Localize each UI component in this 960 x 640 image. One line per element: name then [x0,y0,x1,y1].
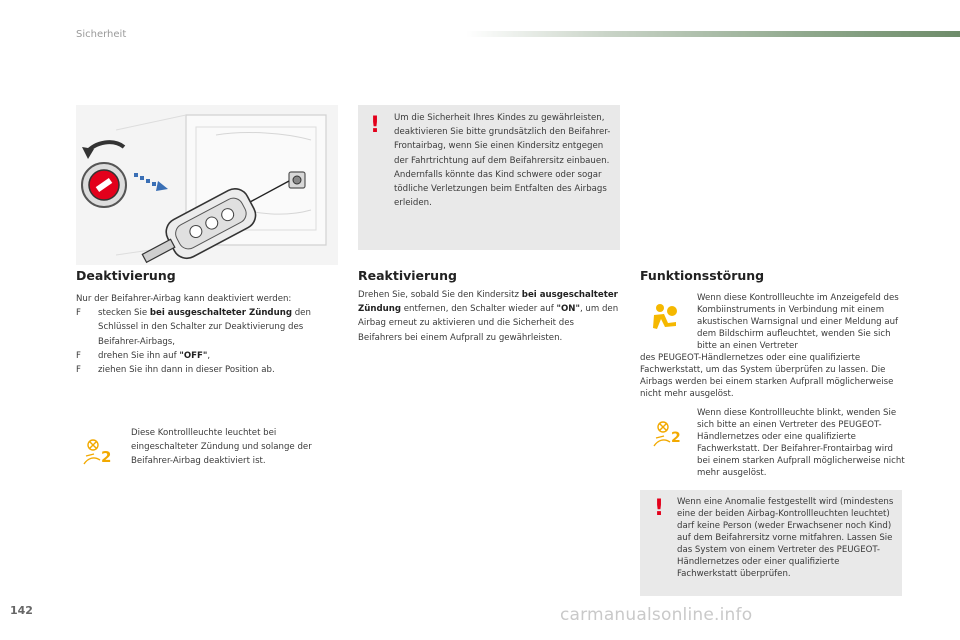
bullet-icon: F [76,308,81,319]
deaktivierung-step-1 [76,306,338,349]
warning-exclamation-icon: ! [370,113,381,138]
child-seat-warning-text: Um die Sicherheit Ihres Kindes zu gewährleisten, deaktivieren Sie bitte grundsätzlich den Beifahrer-Frontairbag, wenn Sie einen Kindersitz entgegen der Fahrtrichtung auf dem Beifahrersitz einbauen. Andernfalls könnte das Kind schwere oder sogar tödliche Verletzungen beim Entfalten des Airbags erleiden. [394,113,611,209]
step1-text-pre: stecken Sie [98,308,150,319]
step2-text-post: , [207,350,211,361]
bullet-icon: F [76,350,81,361]
fault-para2: Wenn diese Kontrollleuchte blinkt, wenden Sie sich bitte an einen Vertreter des PEUGEOT-Händlernetzes oder eine qualifizierte Fachwerkstatt. Der Beifahrer-Frontairbag wird bei einem starken Aufprall möglicherweise nicht mehr ausgelöst. [697,408,905,478]
airbag-off-indicator-text: Diese Kontrollleuchte leuchtet bei eingeschalteter Zündung und solange der Beifahrer-Airbag deaktiviert ist. [131,428,312,467]
reaktivierung-title: Reaktivierung [358,268,457,283]
step1-text-post: den Schlüssel in den Schalter zur Deaktivierung des Beifahrer-Airbags, [98,308,311,347]
deaktivierung-intro: Nur der Beifahrer-Airbag kann deaktiviert werden: [76,294,292,304]
reaktivierung-text-bold1: bei ausgeschalteter Zündung [358,290,618,315]
step2-text-pre: drehen Sie ihn auf [98,350,180,361]
warning-exclamation-icon: ! [654,496,665,521]
airbag-fault-blink-icon [652,420,686,450]
deaktivierung-step-2 [76,349,338,363]
deaktivierung-body [76,292,338,377]
key-switch-illustration [76,105,338,265]
anomaly-warning-box [640,490,902,596]
bullet-icon: F [76,365,81,376]
section-label: Sicherheit [76,29,127,40]
deaktivierung-title: Deaktivierung [76,268,176,283]
page-number: 142 [10,604,33,617]
anomaly-warning-text: Wenn eine Anomalie festgestellt wird (mindestens eine der beiden Airbag-Kontrollleuchten leuchtet) darf keine Person (weder Erwachsener noch Kind) auf dem Beifahrersitz vorne mitfahren. Lassen Sie das System von einem Vertreter des PEUGEOT-Händlernetzes oder einer qualifizierte Fachwerkstatt überprüfen. [677,497,894,579]
airbag-fault-digit: 2 [671,430,681,446]
fault-para1-full: des PEUGEOT-Händlernetzes oder eine qualifizierte Fachwerkstatt, um das System überprüfen zu lassen. Die Airbags werden bei einem starken Aufprall möglicherweise nicht mehr ausgelöst. [640,353,894,399]
reaktivierung-text-pre: Drehen Sie, sobald Sie den Kindersitz [358,290,522,300]
deaktivierung-step-3 [76,363,338,377]
reaktivierung-text [358,288,620,345]
reaktivierung-text-post: , um den Airbag erneut zu aktivieren und die Sicherheit des Beifahrers bei einem Aufprall zu gewährleisten. [358,304,619,343]
header-bar [466,31,960,37]
step1-text-bold: bei ausgeschalteter Zündung [149,308,292,319]
step3-text: ziehen Sie ihn dann in dieser Position ab. [98,365,275,376]
funktionsstoerung-title: Funktionsstörung [640,268,765,283]
airbag-off-digit: 2 [101,448,112,466]
child-seat-warning-box [358,105,620,250]
fault-para1-indented: Wenn diese Kontrollleuchte im Anzeigefeld des Kombiinstruments in Verbindung mit einem akustischen Warnsignal und einer Meldung auf dem Bildschirm aufleuchtet, wenden Sie sich bitte an einen Vertreter [697,293,899,351]
reaktivierung-text-bold2: "ON" [556,304,580,315]
airbag-fault-warning-icon [650,303,680,331]
watermark: carmanualsonline.info [560,605,753,625]
step2-text-bold: "OFF" [179,350,208,361]
reaktivierung-text-mid: entfernen, den Schalter wieder auf [401,304,557,315]
airbag-off-indicator-icon [82,438,116,468]
key-switch-illustration-icon [76,105,338,265]
